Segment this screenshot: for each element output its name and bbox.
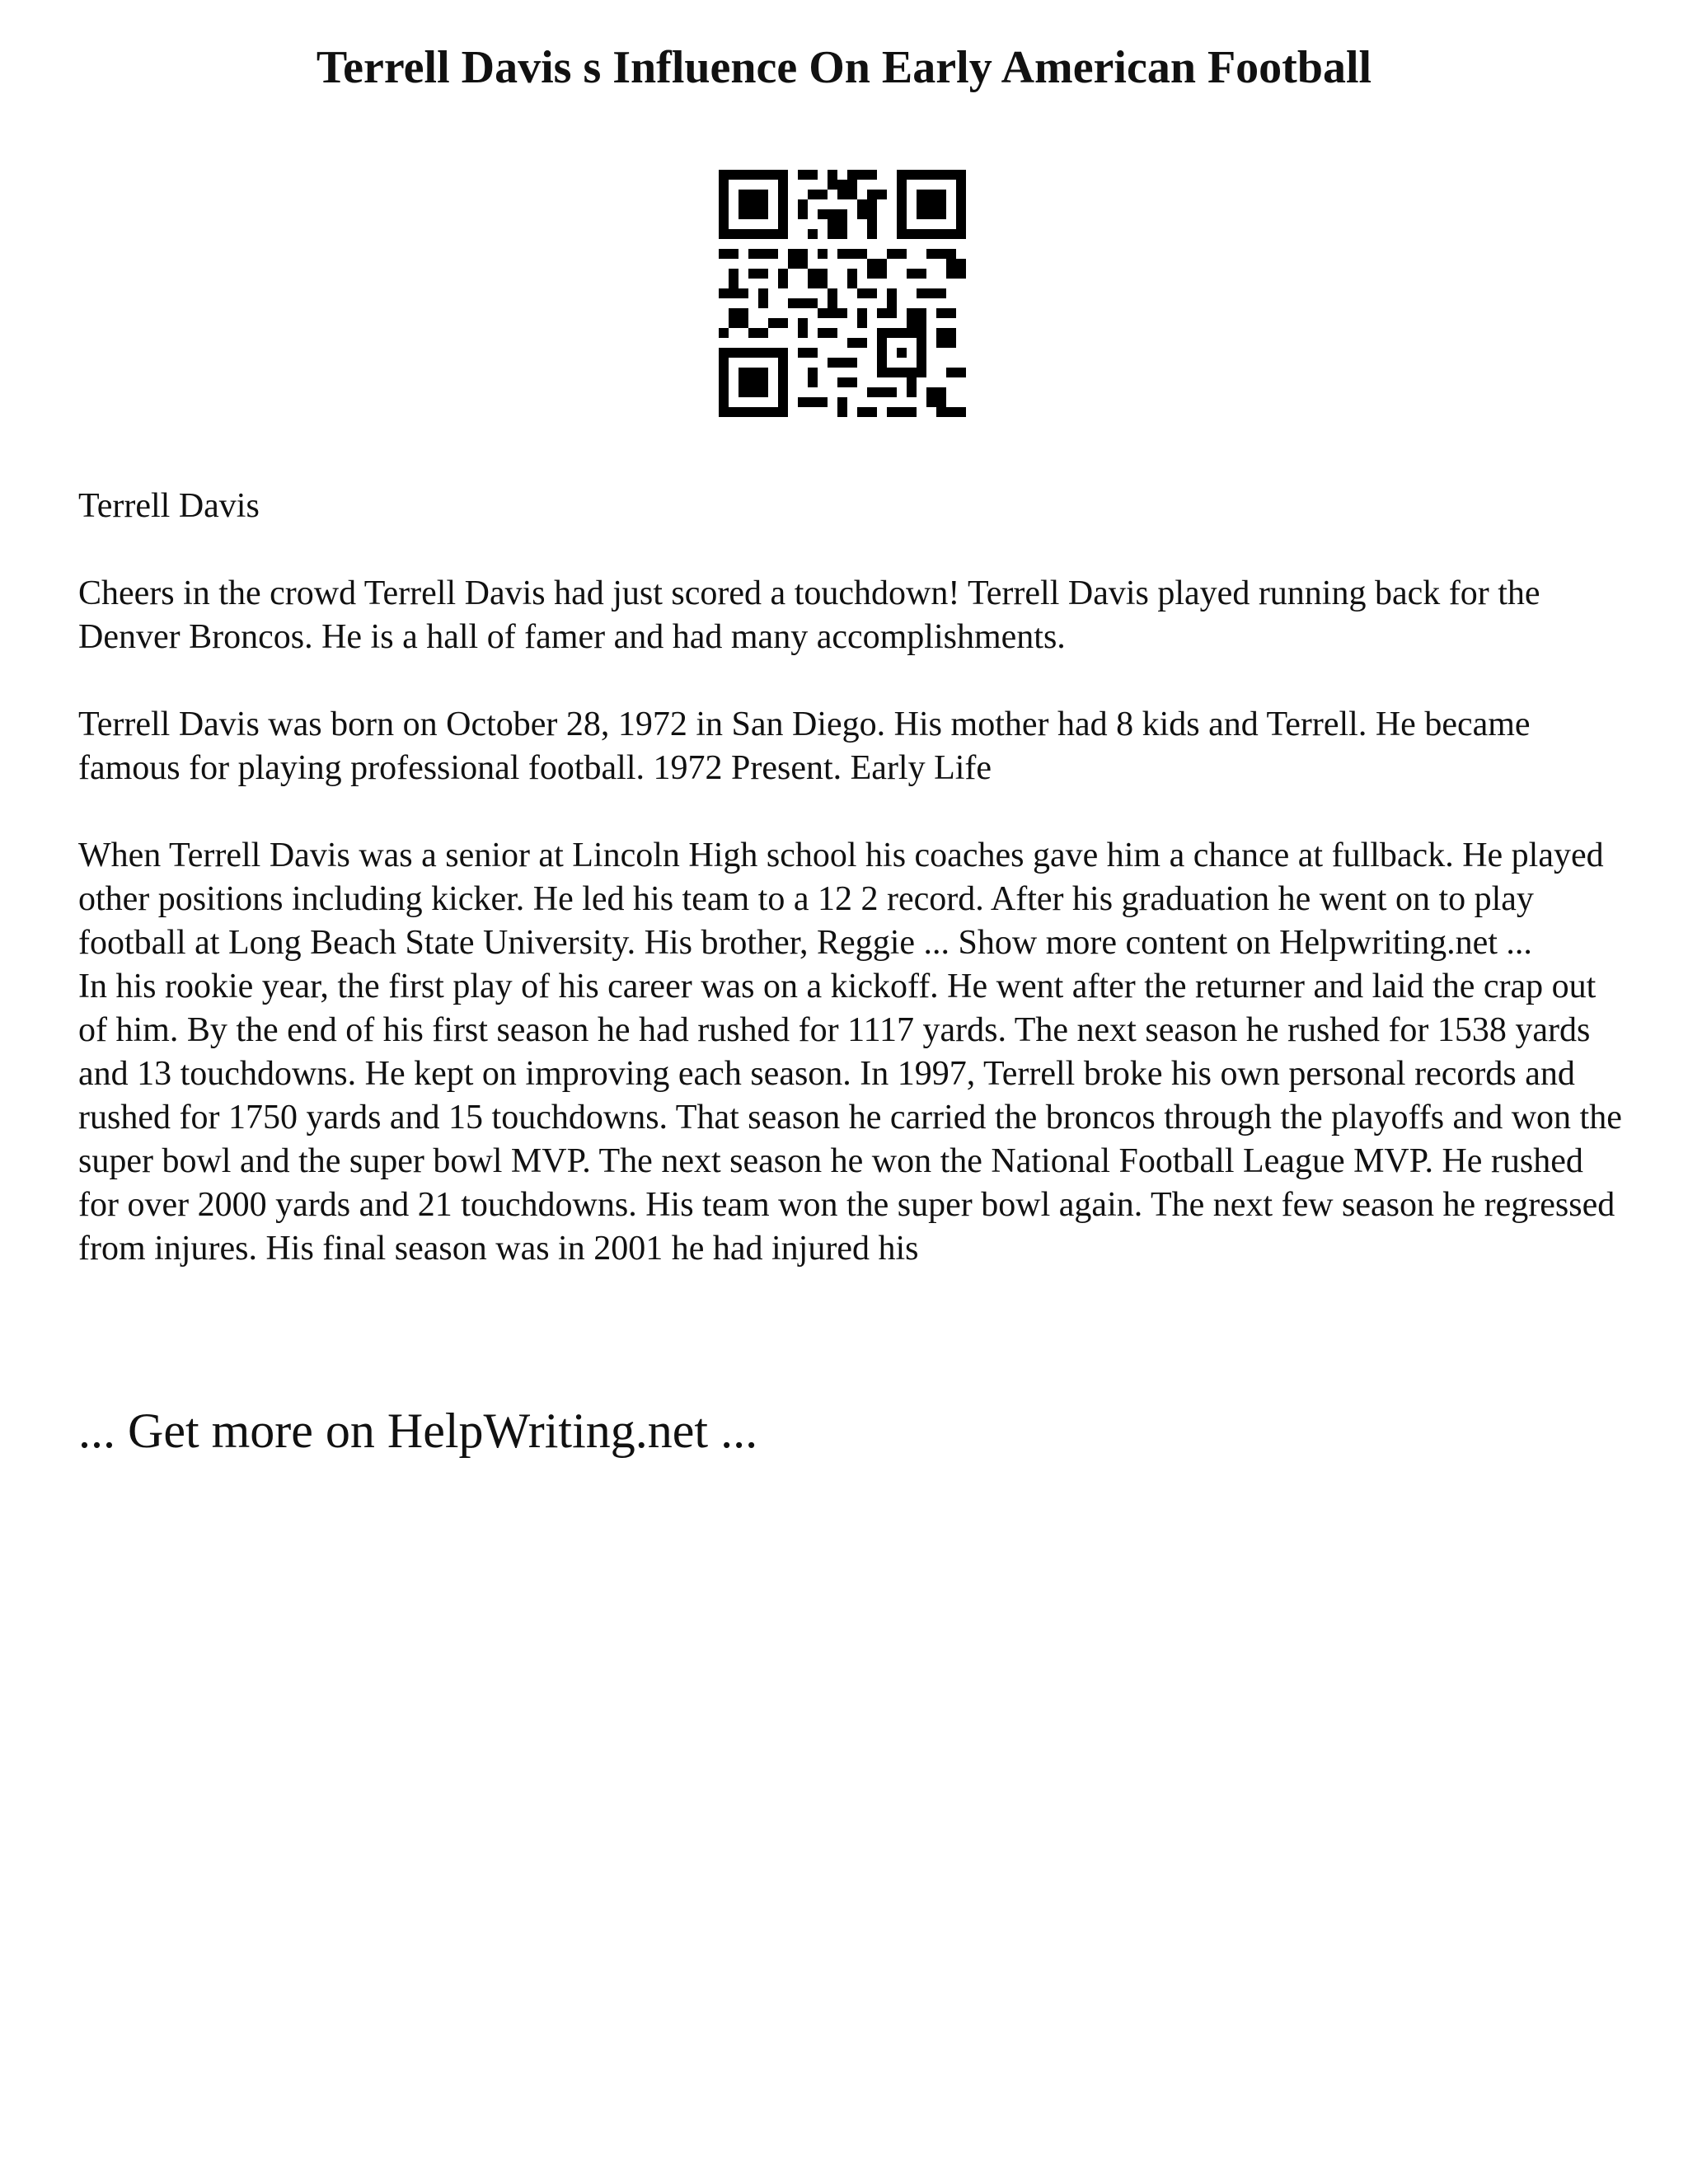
- qr-code-icon[interactable]: [719, 170, 966, 417]
- paragraph-gap: [78, 790, 1628, 834]
- paragraph-gap: [78, 659, 1628, 703]
- get-more-link[interactable]: ... Get more on HelpWriting.net ...: [78, 1404, 758, 1458]
- qr-code-graphic: [719, 170, 966, 417]
- section-heading: Terrell Davis: [78, 487, 260, 525]
- paragraph-early-life: Terrell Davis was born on October 28, 1972 in San Diego. His mother had 8 kids and Terrell. He became famous for playing professional football. 1972 Present. Early Life: [78, 705, 1531, 787]
- paragraph-high-school: When Terrell Davis was a senior at Lincoln High school his coaches gave him a chance at fullback. He played other positions including kicker. He led his team to a 12 2 record. After his graduation he went on to play football at Long Beach State University. His brother, Reggie ... Show more content on Helpwriting.net ...: [78, 837, 1604, 962]
- document-body: [78, 485, 1628, 1271]
- paragraph-intro: Cheers in the crowd Terrell Davis had just scored a touchdown! Terrell Davis played running back for the Denver Broncos. He is a hall of famer and had many accomplishments.: [78, 574, 1540, 656]
- paragraph-gap: [78, 528, 1628, 572]
- paragraph-career: In his rookie year, the first play of his career was on a kickoff. He went after the returner and laid the crap out of him. By the end of his first season he had rushed for 1117 yards. The next season he rushed for 1538 yards and 13 touchdowns. He kept on improving each season. In 1997, Terrell broke his own personal records and rushed for 1750 yards and 15 touchdowns. That season he carried the broncos through the playoffs and won the super bowl and the super bowl MVP. The next season he won the National Football League MVP. He rushed for over 2000 yards and 21 touchdowns. His team won the super bowl again. The next few season he regressed from injures. His final season was in 2001 he had injured his: [78, 968, 1622, 1268]
- document-title: Terrell Davis s Influence On Early American Football: [316, 42, 1372, 93]
